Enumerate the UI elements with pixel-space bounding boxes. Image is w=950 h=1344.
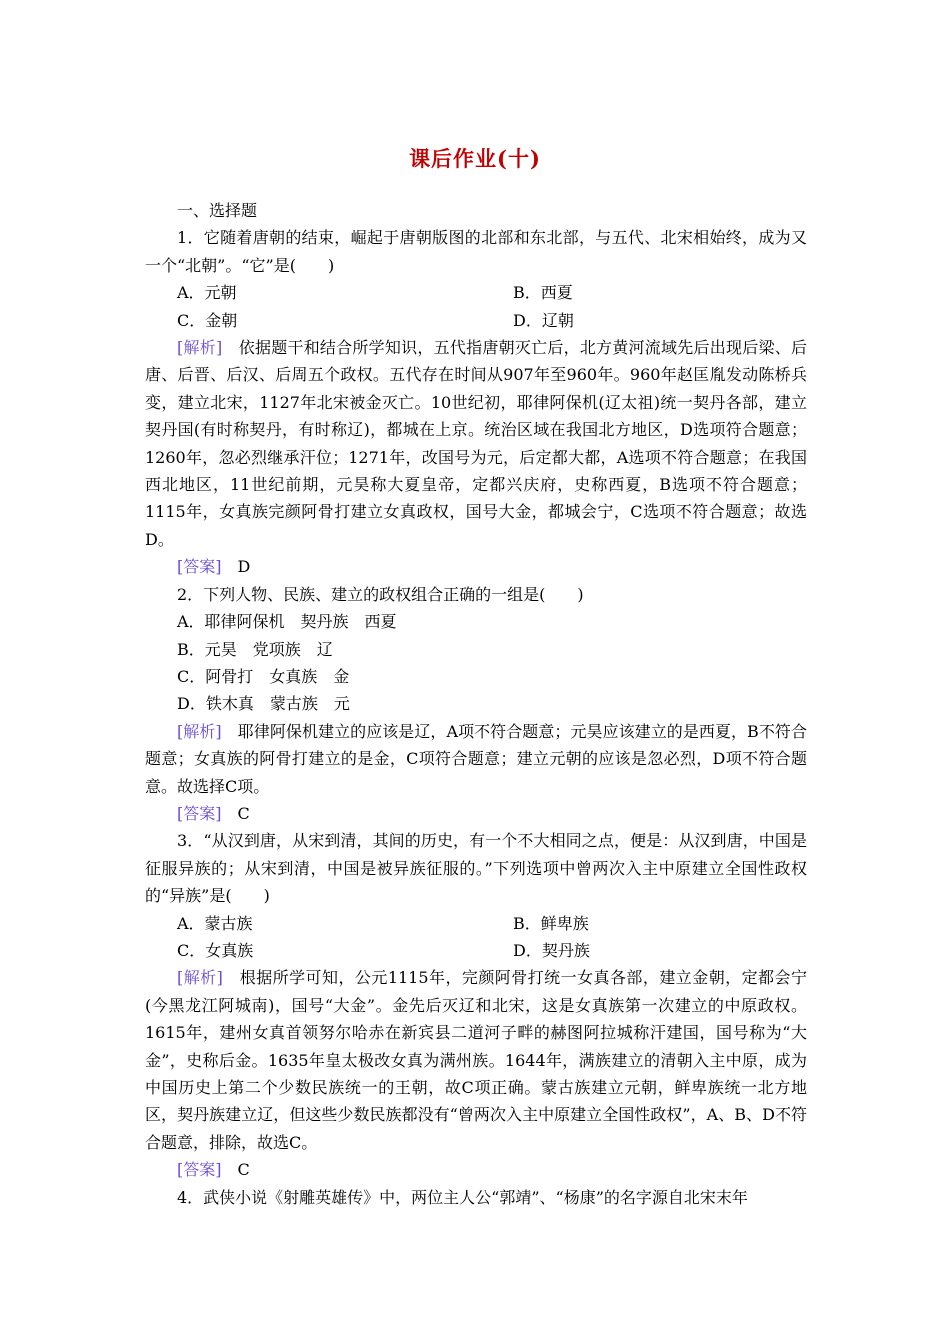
page-title: 课后作业(十) bbox=[409, 146, 541, 171]
analysis-tag: [解析] bbox=[177, 338, 223, 358]
option-b: B．元昊 党项族 辽 bbox=[177, 639, 333, 659]
answer-text: C bbox=[237, 1160, 250, 1180]
option-c: C．金朝 bbox=[177, 310, 238, 330]
option-d: D．铁木真 蒙古族 元 bbox=[177, 694, 350, 714]
question-1-options-row-2 bbox=[145, 307, 807, 334]
answer-tag: [答案] bbox=[177, 1160, 222, 1180]
option-d: D．辽朝 bbox=[513, 310, 574, 330]
question-2-answer bbox=[145, 800, 807, 827]
question-3-stem: 3．“从汉到唐，从宋到清，其间的历史，有一个不大相同之点，便是：从汉到唐，中国是征服异族的；从宋到清，中国是被异族征服的。”下列选项中曾两次入主中原建立全国性政权的“异族”是( ) bbox=[145, 831, 807, 906]
option-d: D．契丹族 bbox=[513, 940, 590, 960]
question-2-stem: 2．下列人物、民族、建立的政权组合正确的一组是( ) bbox=[177, 584, 584, 604]
question-3-analysis bbox=[145, 964, 807, 1156]
option-a: A．耶律阿保机 契丹族 西夏 bbox=[177, 612, 397, 632]
option-b: B．鲜卑族 bbox=[513, 913, 589, 933]
answer-text: C bbox=[237, 803, 250, 823]
section-heading: 一、选择题 bbox=[177, 201, 258, 220]
answer-text: D bbox=[237, 557, 251, 577]
analysis-tag: [解析] bbox=[177, 968, 223, 988]
question-3-options-row-2 bbox=[145, 937, 807, 964]
question-3-answer bbox=[145, 1156, 807, 1183]
answer-tag: [答案] bbox=[177, 803, 222, 823]
option-c: C．女真族 bbox=[177, 940, 254, 960]
option-a: A．元朝 bbox=[177, 283, 237, 303]
question-3-options-row-1 bbox=[145, 910, 807, 937]
option-a: A．蒙古族 bbox=[177, 913, 253, 933]
question-1-analysis bbox=[145, 334, 807, 553]
question-1-options-row-1 bbox=[145, 279, 807, 306]
analysis-text: 依据题干和结合所学知识，五代指唐朝灭亡后，北方黄河流域先后出现后梁、后唐、后晋、后汉、后周五个政权。五代存在时间从907年至960年。960年赵匡胤发动陈桥兵变，建立北宋，1127年北宋被金灭亡。10世纪初，耶律阿保机(辽太祖)统一契丹各部，建立契丹国(有时称契丹，有时称辽)，都城在上京。统治区域在我国北方地区，D选项符合题意；1260年，忽必烈继承汗位；1271年，改国号为元，后定都大都，A选项不符合题意；在我国西北地区，11世纪前期，元昊称大夏皇帝，定都兴庆府，史称西夏，B选项不符合题意；1115年，女真族完颜阿骨打建立女真政权，国号大金，都城会宁，C选项不符合题意；故选D。 bbox=[145, 338, 807, 549]
option-b: B．西夏 bbox=[513, 283, 573, 303]
question-1-stem: 1．它随着唐朝的结束，崛起于唐朝版图的北部和东北部，与五代、北宋相始终，成为又一个“北朝”。“它”是( ) bbox=[145, 228, 807, 275]
option-c: C．阿骨打 女真族 金 bbox=[177, 666, 350, 686]
question-2-analysis bbox=[145, 718, 807, 800]
document-body bbox=[145, 197, 807, 1211]
analysis-text: 耶律阿保机建立的应该是辽，A项不符合题意；元昊应该建立的是西夏，B不符合题意；女真族的阿骨打建立的是金，C项符合题意；建立元朝的应该是忽必烈，D项不符合题意。故选择C项。 bbox=[145, 721, 807, 796]
analysis-text: 根据所学可知，公元1115年，完颜阿骨打统一女真各部，建立金朝，定都会宁(今黑龙江阿城南)，国号“大金”。金先后灭辽和北宋，这是女真族第一次建立的中原政权。1615年，建州女真首领努尔哈赤在新宾县二道河子畔的赫图阿拉城称汗建国，国号称为“大金”，史称后金。1635年皇太极改女真为满州族。1644年，满族建立的清朝入主中原，成为中国历史上第二个少数民族统一的王朝，故C项正确。蒙古族建立元朝，鲜卑族统一北方地区，契丹族建立辽，但这些少数民族都没有“曾两次入主中原建立全国性政权”，A、B、D不符合题意，排除，故选C。 bbox=[145, 968, 807, 1152]
answer-tag: [答案] bbox=[177, 557, 222, 577]
question-4-stem: 4．武侠小说《射雕英雄传》中，两位主人公“郭靖”、“杨康”的名字源自北宋末年 bbox=[177, 1187, 748, 1207]
question-1-answer bbox=[145, 553, 807, 580]
analysis-tag: [解析] bbox=[177, 721, 222, 741]
